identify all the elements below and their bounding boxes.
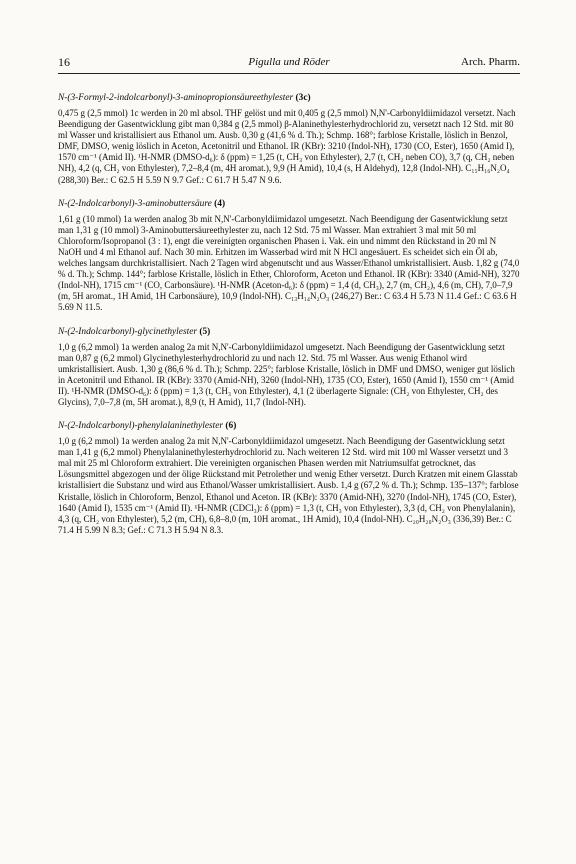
- section-title: N-(2-Indolcarbonyl)-glycinethylester: [58, 326, 198, 337]
- section-title: N-(2-Indolcarbonyl)-3-aminobuttersäure: [58, 198, 212, 209]
- section-body: 1,0 g (6,2 mmol) 1a werden analog 2a mit N,N'-Carbonyldiimidazol umgesetzt. Nach Beendigung der Gasentwicklung setzt man 1,41 g (6,2 mmol) Phenylalaninethylesterhydrochlorid zu. Nach weiteren 12 Std. wird mit 100 ml Wasser versetzt und 3 mal mit 25 ml Chloroform extrahiert. Die vereinigten organischen Phasen werden mit Natriumsulfat getrocknet, das Lösungsmittel abgezogen und der ölige Rückstand mit Petrolether und wenig Ether versetzt. Durch Kratzen mit einem Glasstab kristallisiert die Substanz und wird aus Ethanol/Wasser umkristallisiert. Ausb. 1,4 g (67,2 % d. Th.); Schmp. 135–137°; farblose Kristalle, löslich in Chloroform, Benzol, Ethanol und Aceton. IR (KBr): 3370 (Amid-NH), 3270 (Indol-NH), 1745 (CO, Ester), 1640 (Amid I), 1535 cm⁻¹ (Amid II). ¹H-NMR (CDCl₃): δ (ppm) = 1,3 (t, CH₃ von Ethylester), 3,3 (d, CH₂ von Phenylalanin), 4,3 (q, CH₂ von Ethylester), 5,2 (m, CH), 6,8–8,0 (m, 10H aromat., 1H Amid), 10,4 (Indol-NH). C₂₀H₂₀N₂O₃ (336,39) Ber.: C 71.4 H 5.99 N 8.3; Gef.: C 71.3 H 5.94 N 8.3.: [58, 436, 519, 535]
- compound-section-6: [58, 420, 520, 536]
- journal-name: Arch. Pharm.: [461, 56, 520, 68]
- running-title: Pigulla und Röder: [248, 56, 330, 68]
- page-header: [58, 54, 520, 70]
- header-rule: [58, 73, 520, 74]
- compound-number: (5): [199, 326, 211, 337]
- compound-section-5: [58, 326, 520, 409]
- section-body: 0,475 g (2,5 mmol) 1c werden in 20 ml absol. THF gelöst und mit 0,405 g (2,5 mmol) N,N'-Carbonyldiimidazol versetzt. Nach Beendigung der Gasentwicklung gibt man 0,384 g (2,5 mmol) β-Alaninethylesterhydrochlorid zu, versetzt nach 12 Std. mit 80 ml Wasser und kristallisiert aus Ethanol um. Ausb. 0,30 g (41,6 % d. Th.); Schmp. 168°; farblose Kristalle, löslich in Benzol, DMF, DMSO, wenig löslich in Aceton, Acetonitril und Ethanol. IR (KBr): 3210 (Indol-NH), 1730 (CO, Ester), 1650 (Amid I), 1570 cm⁻¹ (Amid II). ¹H-NMR (DMSO-d₆): δ (ppm) = 1,25 (t, CH₃ von Ethylester), 2,7 (t, CH₂ neben CO), 3,7 (q, CH₂ neben NH), 4,2 (q, CH₂ von Ethylester), 7,2–8,4 (m, 4H aromat.), 9,9 (H Amid), 10,4 (s, H Aldehyd), 12,8 (Indol-NH). C₁₅H₁₆N₂O₄ (288,30) Ber.: C 62.5 H 5.59 N 9.7 Gef.: C 61.7 H 5.47 N 9.6.: [58, 108, 516, 185]
- page-number: 16: [58, 55, 70, 69]
- section-body: 1,61 g (10 mmol) 1a werden analog 3b mit N,N'-Carbonyldiimidazol umgesetzt. Nach Beendigung der Gasentwicklung setzt man 1,31 g (10 mmol) 3-Aminobuttersäureethylester zu, nach 12 Std. 75 ml Wasser. Man extrahiert 3 mal mit 50 ml Chloroform/Isopropanol (3 : 1), engt die vereinigten organischen Phasen i. Vak. ein und nimmt den Rückstand in 20 ml N NaOH und 4 ml Ethanol auf. Nach 30 min. Erhitzen im Wasserbad wird mit N HCl angesäuert. Es scheidet sich ein Öl ab, welches langsam durchkristallisiert. Nach 2 Tagen wird abgenutscht und aus Wasser/Ethanol umkristallisiert. Ausb. 1,82 g (74,0 % d. Th.); Schmp. 144°; farblose Kristalle, löslich in Ether, Chloroform, Aceton und Ethanol. IR (KBr): 3340 (Amid-NH), 3270 (Indol-NH), 1715 cm⁻¹ (CO, Carbonsäure). ¹H-NMR (Aceton-d₆): δ (ppm) = 1,4 (d, CH₃), 2,7 (m, CH₂), 4,6 (m, CH), 7,0–7,9 (m, 5H aromat., 1H Amid, 1H Carbonsäure), 10,9 (Indol-NH). C₁₃H₁₄N₂O₃ (246,27) Ber.: C 63.4 H 5.73 N 11.4 Gef.: C 63.6 H 5.69 N 11.5.: [58, 213, 520, 313]
- compound-section-3c: [58, 92, 520, 186]
- section-heading: [58, 420, 520, 432]
- page-content: [58, 92, 520, 548]
- compound-number: (4): [214, 198, 226, 209]
- compound-number: (6): [225, 421, 237, 432]
- section-title: N-(2-Indolcarbonyl)-phenylalaninethylester: [58, 421, 224, 432]
- section-heading: [58, 326, 520, 338]
- compound-section-4: [58, 198, 520, 314]
- section-heading: [58, 198, 520, 210]
- section-title: N-(3-Formyl-2-indolcarbonyl)-3-aminopropionsäureethylester: [58, 93, 294, 103]
- section-body: 1,0 g (6,2 mmol) 1a werden analog 2a mit N,N'-Carbonyldiimidazol umgesetzt. Nach Beendigung der Gasentwicklung setzt man 0,87 g (6,2 mmol) Glycinethylesterhydrochlorid zu und nach 12. Std. 75 ml Wasser. Aus wenig Ethanol wird umkristallisiert. Ausb. 1,30 g (86,6 % d. Th.); Schmp. 225°; farblose Kristalle, löslich in DMF und DMSO, weniger gut löslich in Acetonitril und Ethanol. IR (KBr): 3370 (Amid-NH), 3260 (Indol-NH), 1735 (CO, Ester), 1650 (Amid I), 1550 cm⁻¹ (Amid II). ¹H-NMR (DMSO-d₆): δ (ppm) = 1,3 (t, CH₃ von Ethylester), 4,1 (2 überlagerte Signale: (CH₂ von Ethylester, CH₂ des Glycins), 7,0–7,8 (m, 5H aromat.), 8,9 (t, H Amid), 11,7 (Indol-NH).: [58, 341, 515, 407]
- section-heading: [58, 92, 520, 104]
- compound-number: (3c): [295, 93, 311, 103]
